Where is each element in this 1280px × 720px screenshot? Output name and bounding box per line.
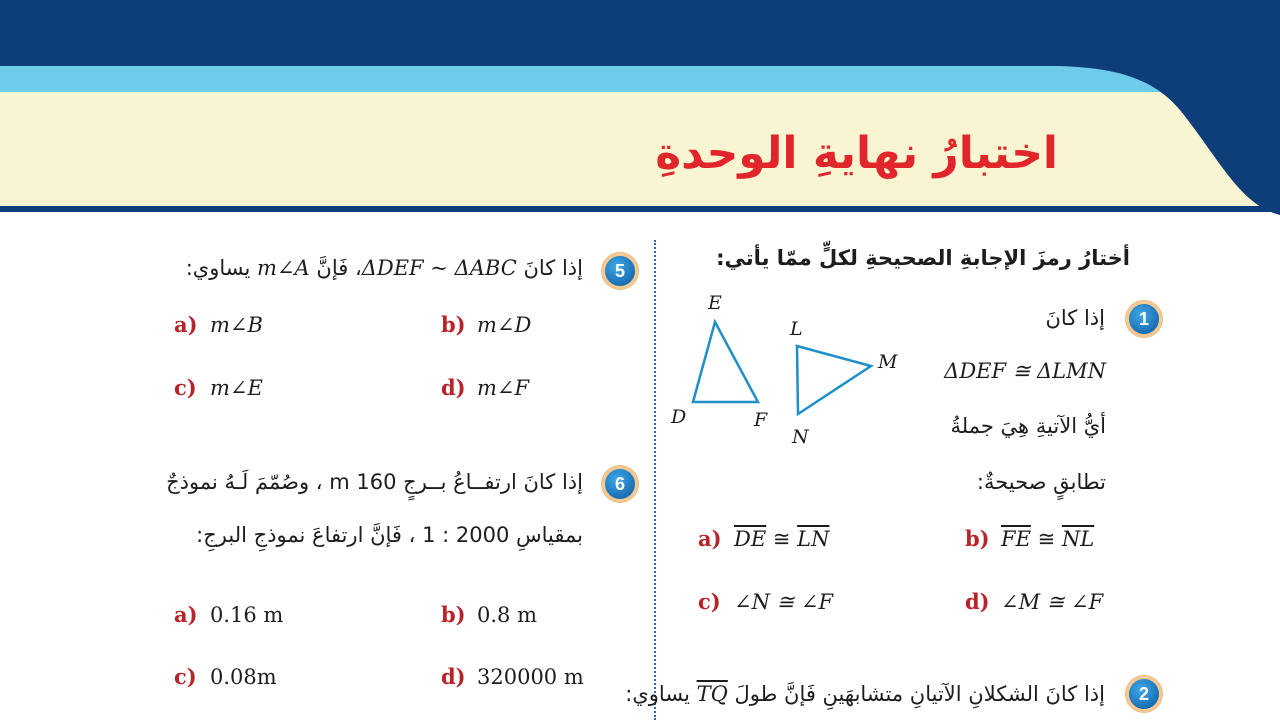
q6-option-d-value: 320000 m	[477, 665, 584, 689]
q5-option-c-label: c)	[174, 375, 197, 400]
vertex-label-n: N	[792, 426, 809, 448]
q6-option-c-value: 0.08m	[210, 665, 277, 689]
q1-option-a-seg2: $\overline{LN}$	[797, 527, 830, 551]
q1-option-c[interactable]	[698, 589, 833, 614]
q1-option-b[interactable]: b) $\overline{FE}$ ≅ $\overline{NL}$	[965, 526, 1095, 551]
q1-statement: ΔDEF ≅ ΔLMN	[944, 359, 1106, 383]
q1-option-a-label: a)	[698, 526, 722, 551]
q6-option-d-label: d)	[441, 664, 466, 689]
question-6-badge: 6	[602, 466, 638, 502]
q1-option-c-value: ∠N ≅ ∠F	[734, 590, 834, 614]
question-2-badge: 2	[1126, 676, 1162, 712]
q2-segment: $\overline{TQ}$	[696, 682, 728, 706]
q5-option-d[interactable]	[441, 375, 529, 400]
q6-option-b-label: b)	[441, 602, 466, 627]
page-title: اختبارُ نهايةِ الوحدةِ	[655, 128, 1058, 179]
q5-option-b[interactable]	[441, 312, 531, 337]
q1-option-a-seg1: $\overline{DE}$	[734, 527, 767, 551]
q1-option-d-label: d)	[965, 589, 990, 614]
q1-question-line1: أيُّ الآتيةِ هِيَ جملةُ	[950, 414, 1106, 438]
q5-option-b-value: m∠D	[477, 313, 532, 337]
q5-option-a-label: a)	[174, 312, 198, 337]
q6-option-b[interactable]	[441, 602, 537, 627]
q6-text-line1: إذا كانَ ارتفــاعُ بــرجٍ 160 m ، وصُمّمَ لَـهُ نموذجٌ	[166, 470, 583, 494]
vertex-label-f: F	[754, 409, 768, 431]
q2-text-after: يساوي:	[625, 682, 690, 706]
question-1-badge: 1	[1126, 301, 1162, 337]
q5-text-after: يساوي:	[185, 256, 251, 280]
q6-option-a-label: a)	[174, 602, 198, 627]
q5-angle: m∠A	[257, 256, 310, 280]
q6-option-d[interactable]	[441, 664, 584, 689]
vertex-label-l: L	[790, 318, 803, 340]
q5-text-line1	[186, 256, 583, 280]
q5-option-c-value: m∠E	[210, 376, 263, 400]
column-divider	[654, 240, 656, 720]
q1-option-b-seg1: $\overline{FE}$	[1001, 527, 1031, 551]
vertex-label-m: M	[878, 351, 898, 373]
q1-option-d[interactable]	[965, 589, 1103, 614]
q2-text-before: إذا كانَ الشكلانِ الآتيانِ متشابهَينِ فَإنَّ طولَ	[734, 682, 1105, 706]
q1-option-b-seg2: $\overline{NL}$	[1061, 527, 1095, 551]
triangle-def	[693, 322, 758, 402]
q5-text-mid: ، فَإنَّ	[316, 256, 362, 280]
vertex-label-e: E	[708, 292, 722, 314]
q5-option-a-value: m∠B	[210, 313, 263, 337]
vertex-label-d: D	[671, 406, 687, 428]
q6-text-line2: بمقياسِ 2000 : 1 ، فَإنَّ ارتفاعَ نموذجِ البرجِ:	[196, 523, 583, 547]
q5-option-c[interactable]	[174, 375, 263, 400]
q1-intro: إذا كانَ	[1045, 306, 1105, 330]
q6-option-b-value: 0.8 m	[477, 603, 537, 627]
q1-question-line2: تطابقٍ صحيحةٌ:	[976, 470, 1106, 494]
q6-option-c[interactable]	[174, 664, 277, 689]
q1-option-a[interactable]: a) $\overline{DE}$ ≅ $\overline{LN}$	[698, 526, 830, 551]
q5-text-before: إذا كانَ	[523, 256, 583, 280]
q1-option-d-value: ∠M ≅ ∠F	[1001, 590, 1104, 614]
q5-option-a[interactable]	[174, 312, 263, 337]
q5-expr: ΔDEF ~ ΔABC	[361, 256, 517, 280]
q5-option-b-label: b)	[441, 312, 466, 337]
header-banner	[0, 0, 1280, 215]
question-5-badge: 5	[602, 253, 638, 289]
q5-option-d-label: d)	[441, 375, 466, 400]
q1-option-b-label: b)	[965, 526, 990, 551]
q6-option-a-value: 0.16 m	[210, 603, 284, 627]
instructions-text: أختارُ رمزَ الإجابةِ الصحيحةِ لكلٍّ ممّا يأتي:	[716, 246, 1130, 270]
triangle-lmn	[797, 346, 871, 414]
q5-option-d-value: m∠F	[477, 376, 530, 400]
q6-option-c-label: c)	[174, 664, 197, 689]
q6-option-a[interactable]	[174, 602, 283, 627]
q1-option-c-label: c)	[698, 589, 721, 614]
q2-text	[625, 682, 1105, 706]
